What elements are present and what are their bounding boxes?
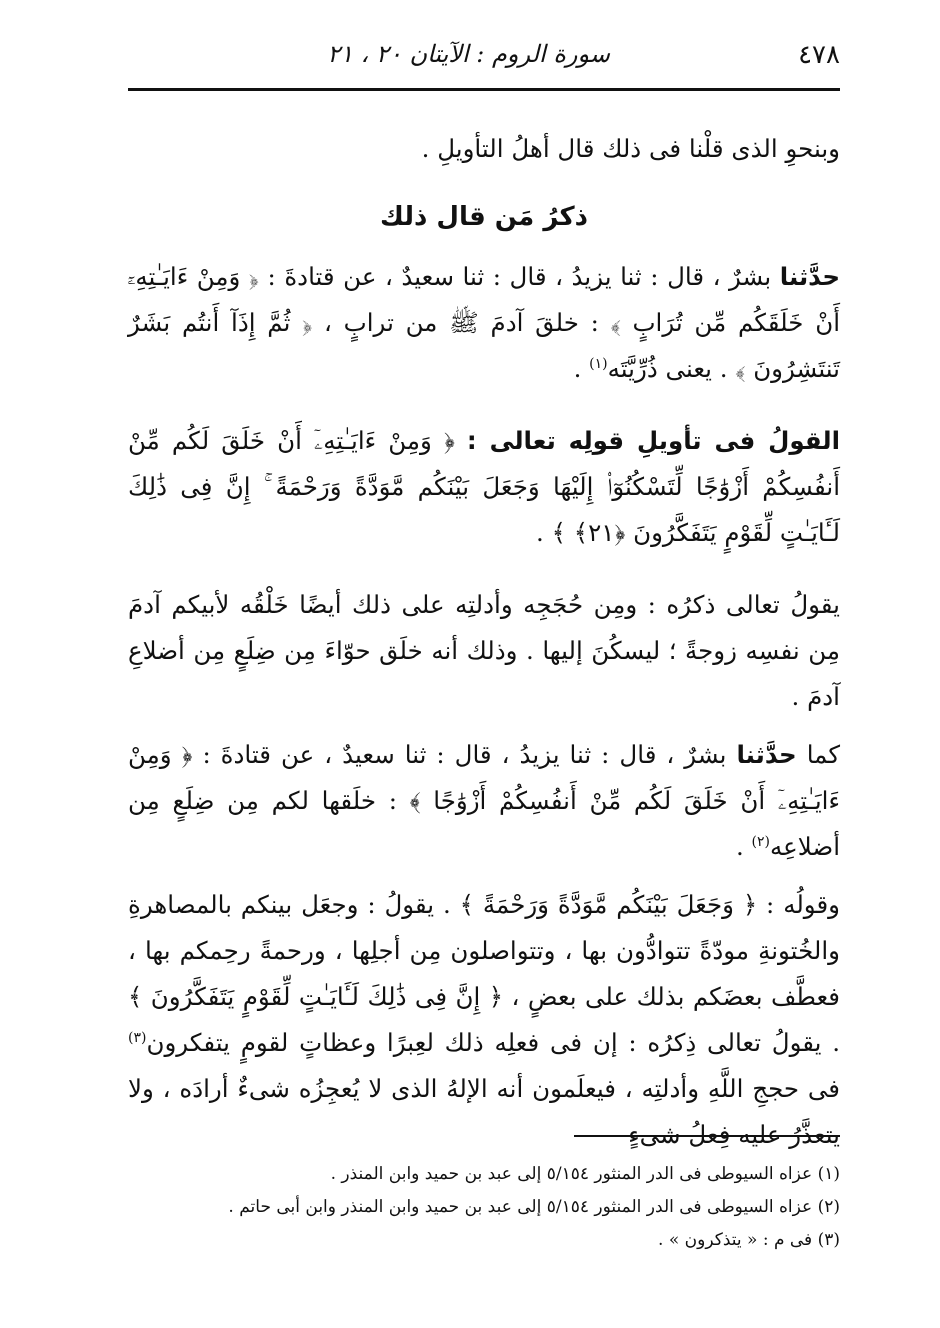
footnote-1: (١) عزاه السيوطى فى الدر المنثور ٥/١٥٤ إلى عبد بن حميد وابن المنذر .: [330, 1164, 840, 1184]
paragraph-6-text-cont: فى حججِ اللَّهِ وأدلتِه ، فيعلَمون أنه الإلهُ الذى لا يُعجِزُه شىءٌ أرادَه ، ولا يتعذَّرُ عليه فِعلُ شىءٍ: [128, 1074, 840, 1149]
page-number: ٤٧٨: [798, 40, 840, 70]
paragraph-5: [128, 732, 840, 870]
footnote-rule: [574, 1135, 840, 1137]
header-rule: [128, 88, 840, 91]
paragraph-4: يقولُ تعالى ذكرُه : ومِن حُجَجِه وأدلتِه على ذلك أيضًا خَلْقُه لأبيكم آدمَ مِن نفسِه زوجةً ؛ ليسكُنَ إليها . وذلك أنه خلَق حوّاءَ مِن ضِلَعٍ مِن أضلاعِ آدمَ .: [128, 590, 840, 711]
page-header: [128, 38, 840, 86]
footnote-3: (٣) فى م : « يتذكرون » .: [658, 1230, 840, 1250]
footnotes: [128, 1158, 840, 1257]
hadith-lead-2: حدَّثنا: [736, 740, 797, 769]
paragraph-2: [128, 254, 840, 392]
running-title: سورة الروم : الآيتان ٢٠ ، ٢١: [327, 40, 610, 68]
footnote-ref-3[interactable]: (٣): [128, 1029, 147, 1046]
paragraph-5-text: بشرٌ ، قال : ثنا يزيدُ ، قال : ثنا سعيدٌ ، عن قتادةَ : ﴿ وَمِنْ ءَايَـٰتِهِۦٓ أَنْ خَلَقَ لَكُم مِّنْ أَنفُسِكُمْ أَزْوَٰجًا ﴾ : خلَقها لكم مِن ضِلَعٍ مِن أضلاعِه: [128, 740, 840, 861]
paragraph-5-end: .: [735, 832, 752, 861]
quran-verse: ﴿ وَمِنْ ءَايَـٰتِهِۦٓ أَنْ خَلَقَ لَكُم مِّنْ أَنفُسِكُمْ أَزْوَٰجًا لِّتَسْكُنُوٓا۟ إِلَيْهَا وَجَعَلَ بَيْنَكُم مَّوَدَّةً وَرَحْمَةً ۚ إِنَّ فِى ذَٰلِكَ لَـَٔايَـٰتٍ لِّقَوْمٍ يَتَفَكَّرُونَ ﴿٢١﴾ ﴾ .: [128, 426, 840, 547]
footnote-ref-2[interactable]: (٢): [751, 833, 771, 850]
tafsir-heading: القولُ فى تأويلِ قولِه تعالى :: [466, 426, 840, 455]
paragraph-5-intro: كما: [796, 740, 840, 769]
footnote-ref-1[interactable]: (١): [589, 355, 608, 372]
footnote-2: (٢) عزاه السيوطى فى الدر المنثور ٥/١٥٤ إلى عبد بن حميد وابن المنذر وابن أبى حاتم .: [228, 1197, 840, 1217]
paragraph-2-text: بشرٌ ، قال : ثنا يزيدُ ، قال : ثنا سعيدٌ ، عن قتادةَ : ﴿ وَمِنْ ءَايَـٰتِهِۦٓ أَنْ خَلَقَكُم مِّن تُرَابٍ ﴾ : خلقَ آدمَ ﷺ من ترابٍ ، ﴿ ثُمَّ إِذَآ أَنتُم بَشَرٌ تَنتَشِرُونَ ﴾ . يعنى ذُرِّيَّتَه: [128, 262, 840, 383]
paragraph-3: [128, 418, 840, 556]
section-heading: ذكرُ مَن قال ذلك: [380, 202, 588, 232]
paragraph-2-end: .: [573, 354, 590, 383]
paragraph-6-text: وقولُه : ﴿ وَجَعَلَ بَيْنَكُم مَّوَدَّةً وَرَحْمَةً ﴾ . يقولُ : وجعَل بينكم بالمصاهرةِ والخُتونةِ مودّةً تتوادُّون بها ، وتتواصلون مِن أجلِها ، ورحمةً رحِمكم بها ، فعطَّف بعضَكم بذلك على بعضٍ ، ﴿ إِنَّ فِى ذَٰلِكَ لَـَٔايَـٰتٍ لِّقَوْمٍ يَتَفَكَّرُونَ ﴾ . يقولُ تعالى ذِكرُه : إن فى فعلِه ذلك لعِبرًا وعظاتٍ لقومٍ يتفكرون: [128, 890, 840, 1057]
paragraph-6: [128, 882, 840, 1158]
paragraph-1: وبنحوِ الذى قلْنا فى ذلك قال أهلُ التأويلِ .: [421, 134, 840, 163]
main-text: [128, 126, 840, 1158]
hadith-lead: حدَّثنا: [779, 262, 840, 291]
